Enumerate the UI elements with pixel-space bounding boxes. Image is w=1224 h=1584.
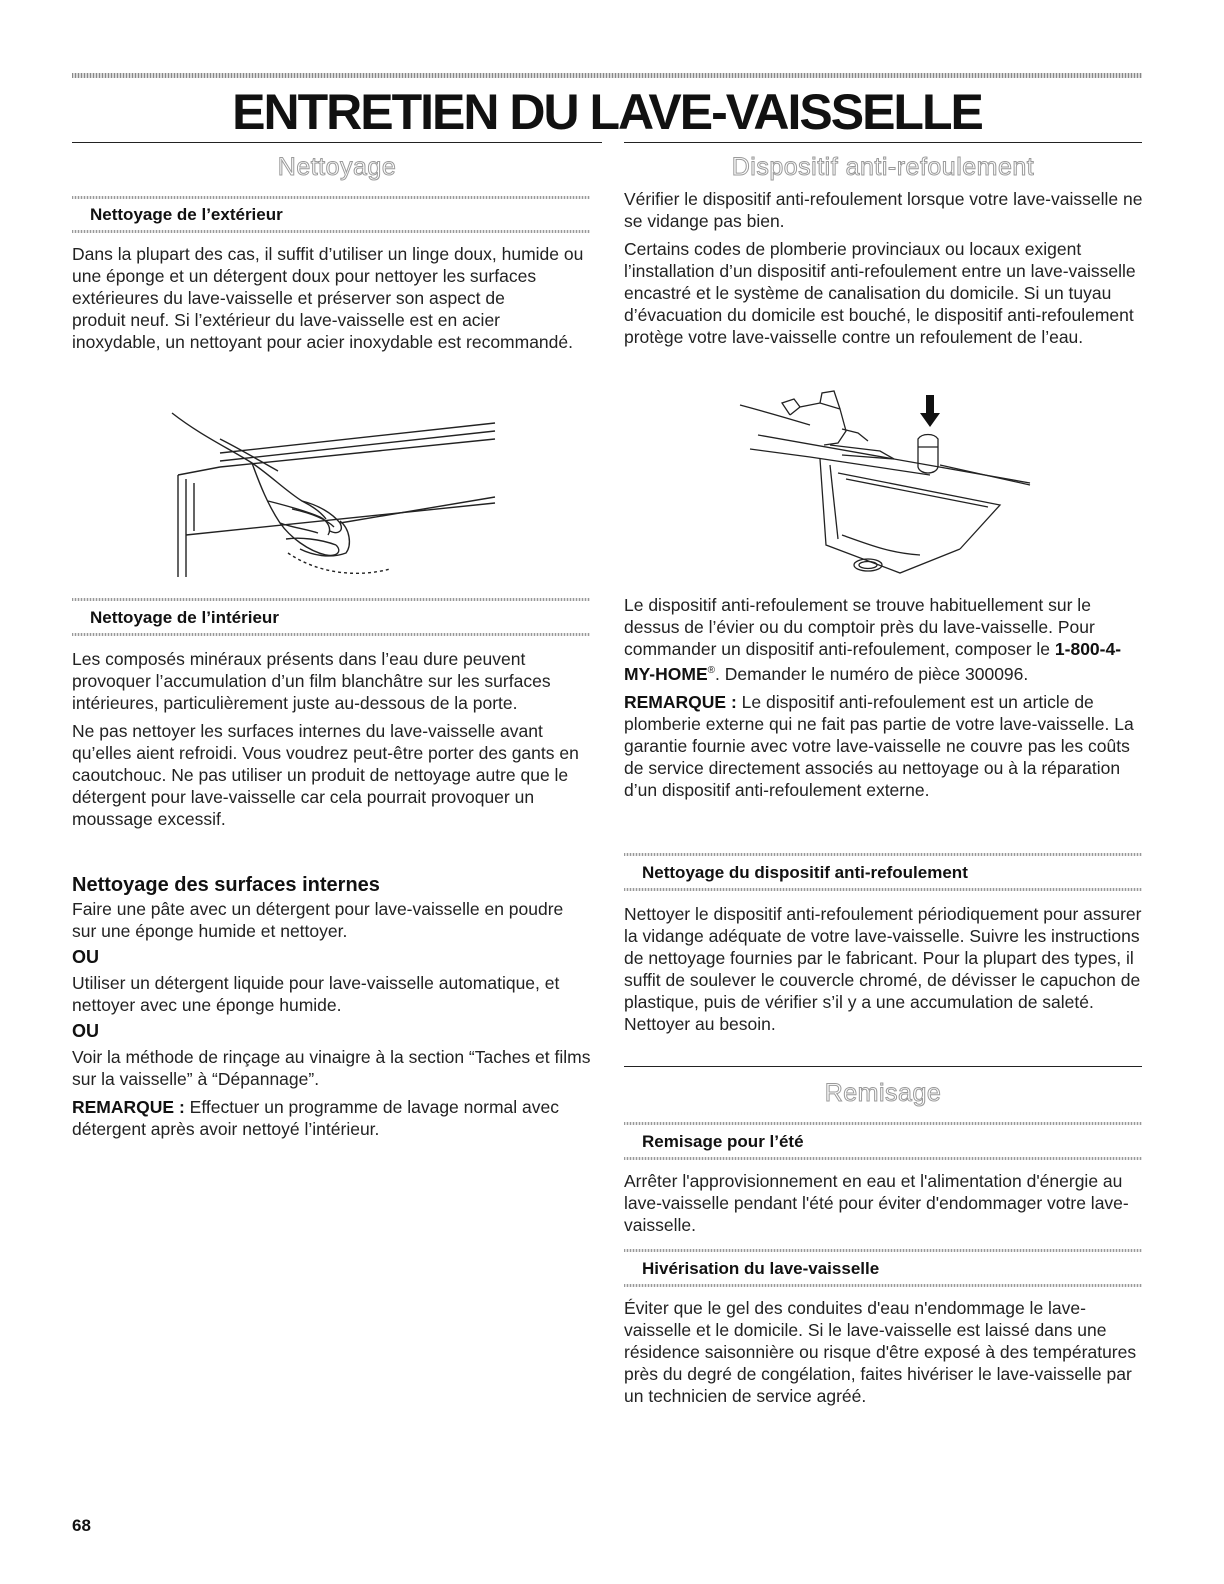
- page-number: 68: [72, 1516, 91, 1535]
- exterior-paragraph-1: Dans la plupart des cas, il suffit d’utiliser un linge doux, humide ou une éponge et un détergent doux pour nettoyer les surfaces extérieures du lave-vaisselle et préserver son aspect de: [72, 244, 584, 308]
- subhead-bottom-rule: [72, 230, 590, 233]
- heading-internal-surfaces: Nettoyage des surfaces internes: [72, 874, 380, 896]
- section-title-remisage: Remisage: [824, 1079, 942, 1107]
- note-text: Effectuer un programme de lavage normal avec détergent après avoir nettoyé l’intérieur.: [72, 1097, 559, 1139]
- remisage-rule: [624, 1066, 1142, 1067]
- section-title-nettoyage: Nettoyage: [277, 153, 397, 181]
- internal-surfaces-paragraph-1: Faire une pâte avec un détergent pour lave-vaisselle en poudre sur une éponge humide et nettoyer.: [72, 899, 564, 941]
- subhead-bottom-rule: [624, 1284, 1142, 1287]
- subhead-bottom-rule: [72, 633, 590, 636]
- subhead-bottom-rule: [624, 1157, 1142, 1160]
- exterior-paragraph-2: produit neuf. Si l’extérieur du lave-vaisselle est en acier inoxydable, un nettoyant pour acier inoxydable est recommandé.: [72, 310, 573, 352]
- interior-paragraph-1: Les composés minéraux présents dans l’eau dure peuvent provoquer l’accumulation d’un film blanchâtre sur les surfaces intérieures, particulièrement juste au-dessous de la porte.: [72, 649, 551, 713]
- subhead-summer: Remisage pour l’été: [642, 1132, 804, 1151]
- subhead-bottom-rule: [624, 888, 1142, 891]
- subhead-top-rule: [624, 1122, 1142, 1125]
- phone-number: 1-800-4-MY-HOME: [624, 639, 1122, 684]
- summer-paragraph: Arrêter l'approvisionnement en eau et l'alimentation d'énergie au lave-vaisselle pendant l'été pour éviter d'endommager votre lave-vaisselle.: [624, 1171, 1129, 1235]
- subhead-interior: Nettoyage de l’intérieur: [90, 608, 279, 627]
- page-title: ENTRETIEN DU LAVE-VAISSELLE: [232, 84, 982, 140]
- subhead-top-rule: [624, 1249, 1142, 1252]
- note-label: REMARQUE :: [72, 1097, 185, 1117]
- antirefoulement-cleaning-paragraph: Nettoyer le dispositif anti-refoulement périodiquement pour assurer la vidange adéquate de votre lave-vaisselle. Suivre les instructions de nettoyage fournies par le fabricant. Pour la plupart des types, il suffit de soulever le couvercle chromé, de dévisser le capuchon de plastique, puis de vérifier s’il y a une accumulation de saleté. Nettoyer au besoin.: [624, 904, 1142, 1034]
- subhead-antirefoulement-cleaning: Nettoyage du dispositif anti-refoulement: [642, 863, 968, 882]
- or-label: OU: [72, 1021, 99, 1041]
- subhead-winter: Hivérisation du lave-vaisselle: [642, 1259, 880, 1278]
- internal-surfaces-text: [72, 898, 592, 1146]
- registered-mark: ®: [707, 665, 715, 676]
- header-top-bar: [72, 73, 1142, 78]
- interior-paragraph-2: Ne pas nettoyer les surfaces internes du lave-vaisselle avant qu’elles aient refroidi. Vous voudrez peut-être porter des gants en caoutchouc. Ne pas utiliser un produit de nettoyage autre que le détergent pour lave-vaisselle car cela pourrait provoquer un moussage excessif.: [72, 721, 579, 829]
- hand-wiping-illustration: [160, 405, 505, 580]
- sink-air-gap-illustration: [730, 385, 1050, 585]
- antirefoulement-intro: [624, 188, 1144, 354]
- or-label: OU: [72, 947, 99, 967]
- internal-surfaces-paragraph-2: Utiliser un détergent liquide pour lave-vaisselle automatique, et nettoyer avec une éponge humide.: [72, 973, 560, 1015]
- subhead-top-rule: [72, 598, 590, 601]
- subhead-exterior: Nettoyage de l’extérieur: [90, 205, 283, 224]
- antirefoulement-paragraph-1: Vérifier le dispositif anti-refoulement lorsque votre lave-vaisselle ne se vidange pas bien.: [624, 189, 1143, 231]
- antirefoulement-cleaning-text: [624, 903, 1144, 1041]
- subhead-top-rule: [72, 196, 590, 199]
- left-column-rule: [72, 142, 602, 143]
- section-title-antirefoulement: Dispositif anti-refoulement: [731, 153, 1035, 181]
- note-text: Le dispositif anti-refoulement est un article de plomberie externe qui ne fait pas partie de votre lave-vaisselle. La garantie fournie avec votre lave-vaisselle ne couvre pas les coûts de service directement associés au nettoyage ou à la réparation d’un dispositif anti-refoulement externe.: [624, 691, 1134, 800]
- antirefoulement-paragraph-3: [624, 594, 1144, 685]
- subhead-top-rule: [624, 853, 1142, 856]
- antirefoulement-paragraph-2: Certains codes de plomberie provinciaux ou locaux exigent l’installation d’un dispositif anti-refoulement entre un lave-vaisselle encastré et le système de canalisation du domicile. Si un tuyau d’évacuation du domicile est bouché, le dispositif anti-refoulement protège votre lave-vaisselle contre un refoulement de l’eau.: [624, 239, 1136, 347]
- summer-text: [624, 1170, 1144, 1242]
- exterior-text: [72, 243, 592, 359]
- p3-before: Le dispositif anti-refoulement se trouve habituellement sur le dessus de l’évier ou du comptoir près du lave-vaisselle. Pour commander un dispositif anti-refoulement, composer le: [624, 595, 1095, 659]
- antirefoulement-note: [624, 691, 1144, 801]
- antirefoulement-location-text: [624, 594, 1144, 807]
- winter-paragraph: Éviter que le gel des conduites d'eau n'endommage le lave-vaisselle et le domicile. Si le lave-vaisselle est laissé dans une résidence saisonnière ou risque d'être exposé à des températures près du degré de congélation, faites hivériser le lave-vaisselle par un technicien de service agréé.: [624, 1298, 1137, 1406]
- interior-text: [72, 648, 592, 836]
- winter-text: [624, 1297, 1144, 1413]
- note-label: REMARQUE :: [624, 691, 737, 712]
- internal-surfaces-paragraph-3: Voir la méthode de rinçage au vinaigre à la section “Taches et films sur la vaisselle” à “Dépannage”.: [72, 1047, 591, 1089]
- right-column-rule: [624, 142, 1142, 143]
- p3-after: . Demander le numéro de pièce 300096.: [715, 663, 1029, 684]
- internal-surfaces-note: [72, 1096, 592, 1140]
